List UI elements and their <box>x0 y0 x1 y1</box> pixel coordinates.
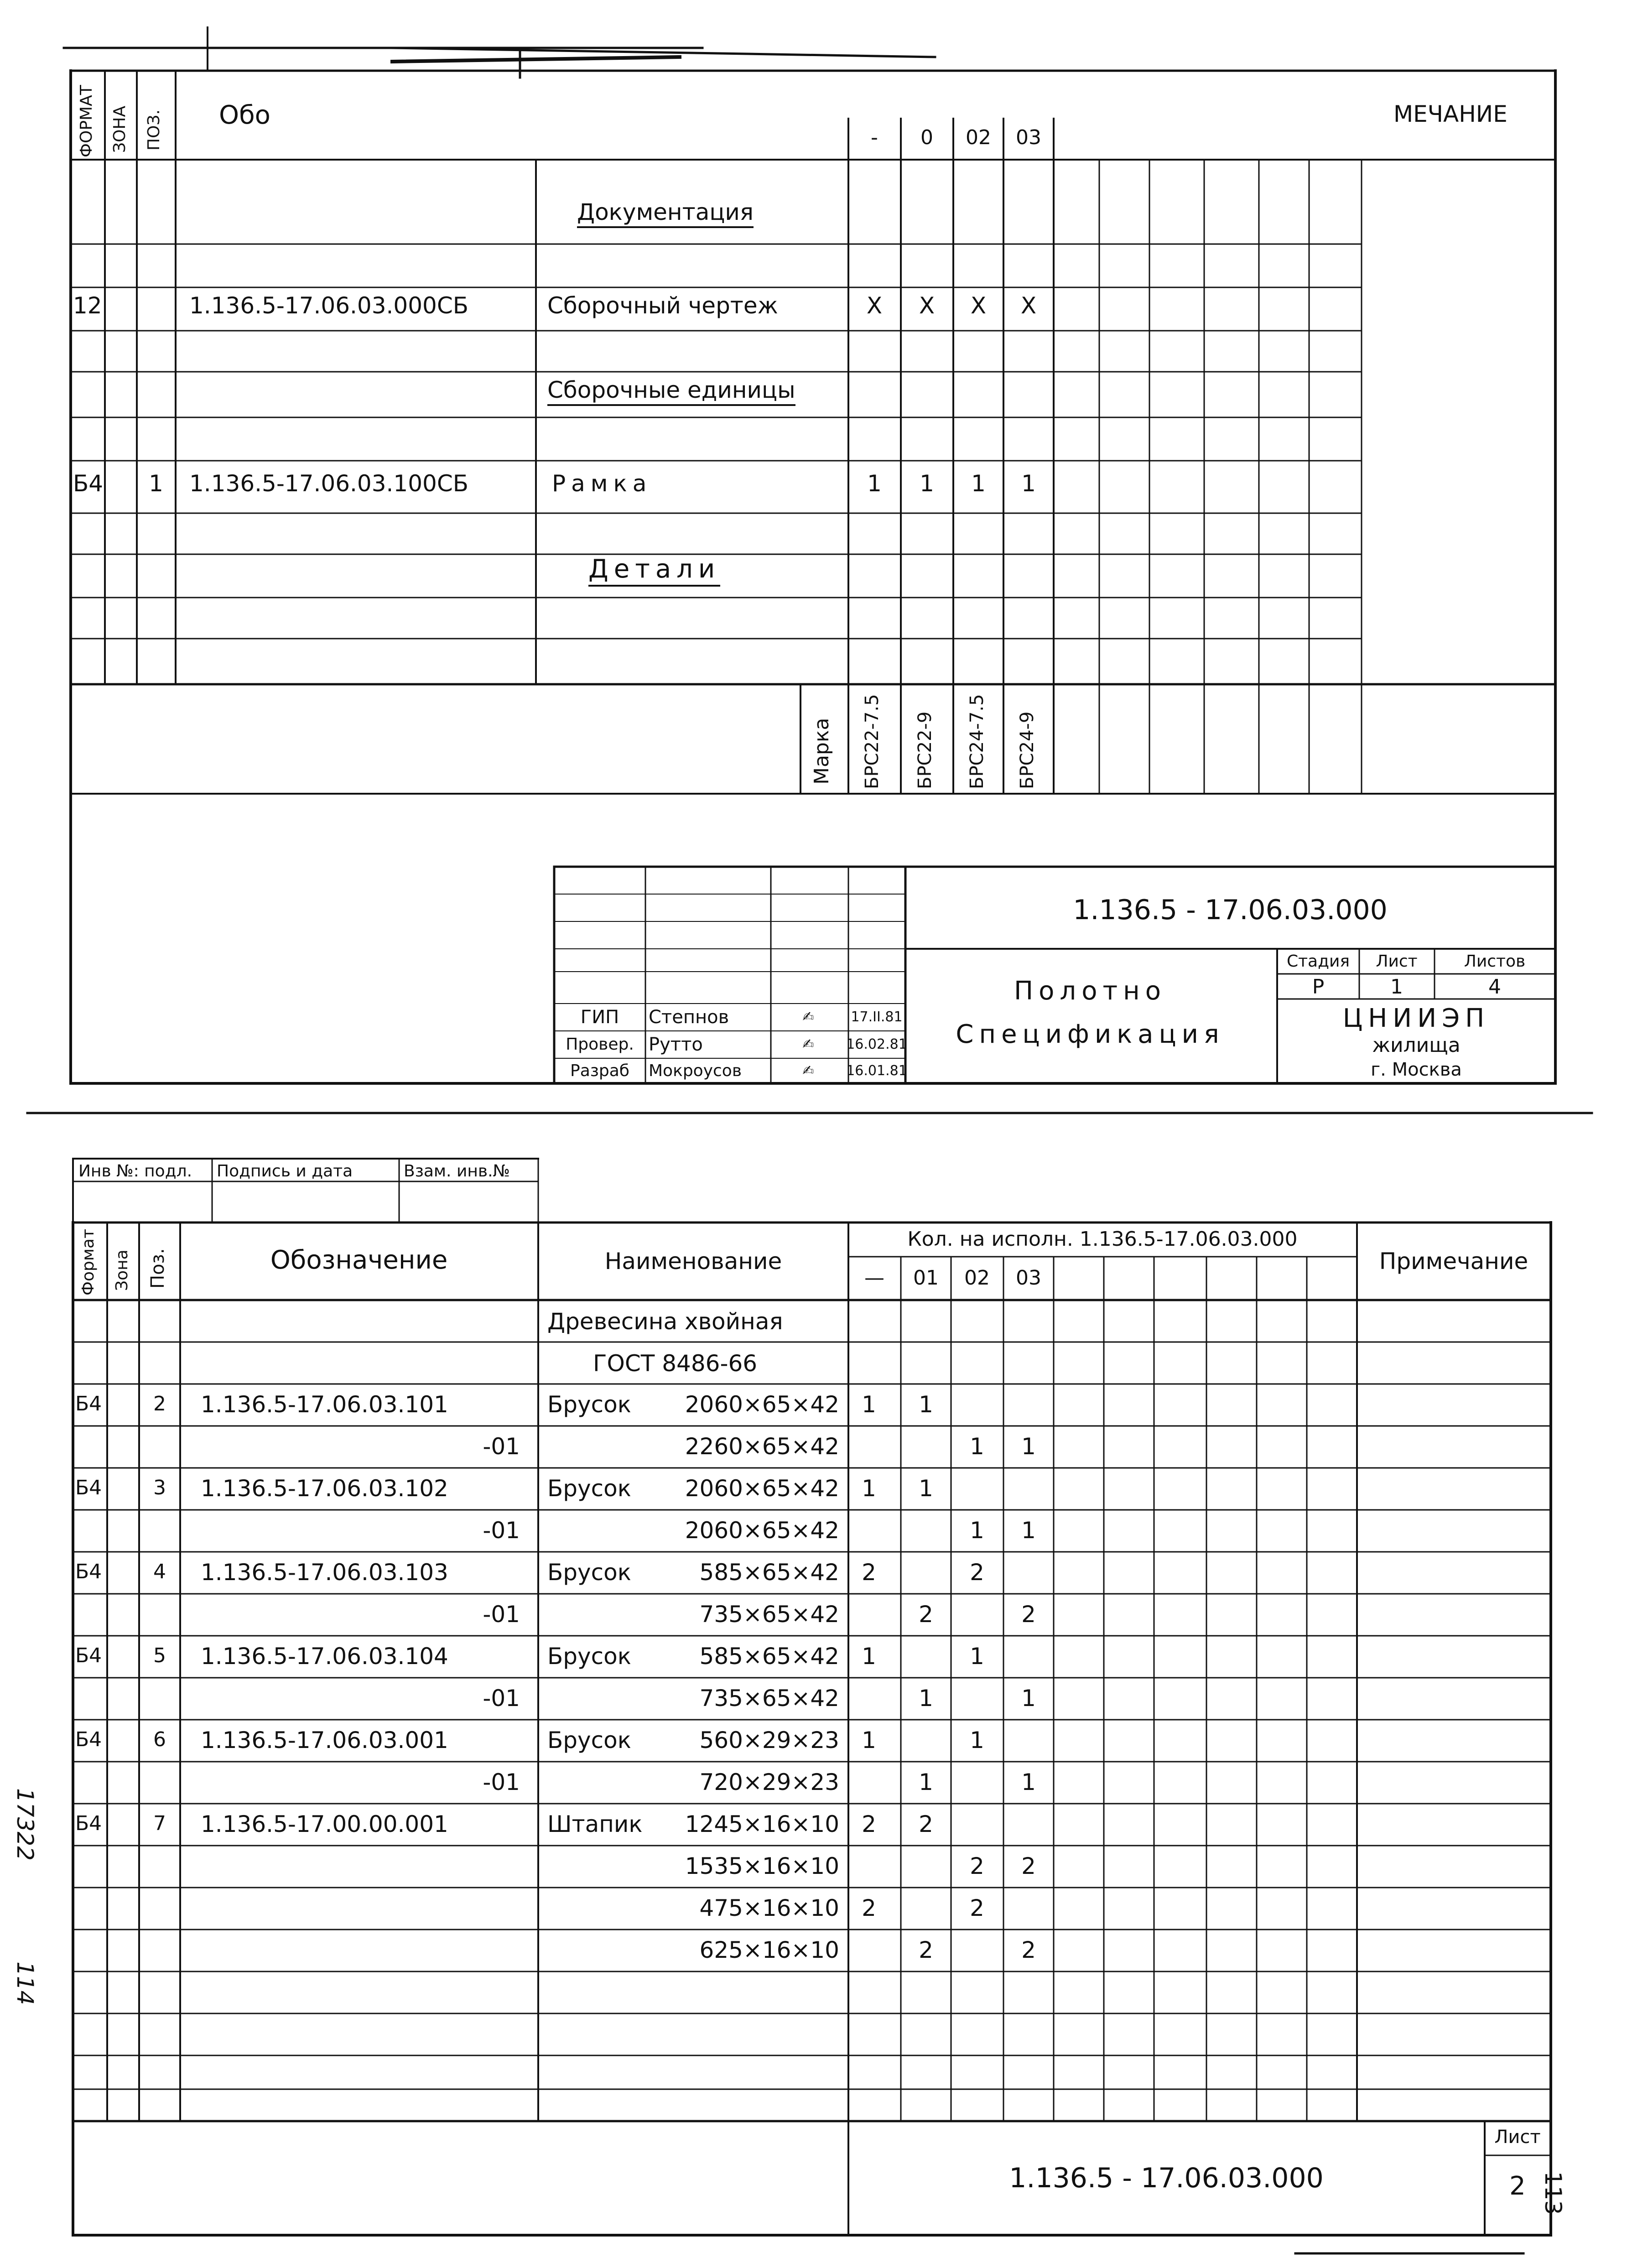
row-designation: -01 <box>483 1433 520 1460</box>
org-name: ЦНИИЭП <box>1342 1004 1490 1033</box>
row-qty: 1 <box>862 1727 876 1753</box>
header-col-4: 03 <box>1016 126 1041 149</box>
signature-icon: ✍ <box>802 1036 814 1052</box>
row-designation: 1.136.5-17.06.03.104 <box>201 1643 448 1670</box>
row-qty: 1 <box>971 470 986 497</box>
row-format: Б4 <box>75 1644 102 1667</box>
row-name: Рамка <box>552 470 652 497</box>
sheet-label: Лист <box>1376 952 1418 971</box>
row-qty: 1 <box>919 1685 933 1711</box>
stage-label: Стадия <box>1286 952 1350 971</box>
row-format: Б4 <box>73 470 104 497</box>
row-size: 585×65×42 <box>699 1559 839 1586</box>
row-pos: 2 <box>153 1392 166 1415</box>
person-role: ГИП <box>580 1007 619 1028</box>
mark-item: БРС22-7.5 <box>862 694 883 789</box>
row-format: Б4 <box>75 1392 102 1415</box>
row-qty: 1 <box>970 1517 984 1544</box>
mark-item: БРС22-9 <box>915 711 936 789</box>
header-pos-label: ПОЗ. <box>145 109 163 151</box>
row-qty: 1 <box>862 1643 876 1670</box>
stamp-signature: Подпись и дата <box>217 1162 353 1181</box>
section-details: Детали <box>588 557 720 587</box>
mark-item: БРС24-9 <box>1017 711 1038 789</box>
row-format: Б4 <box>75 1728 102 1751</box>
row-size: 585×65×42 <box>699 1643 839 1670</box>
person-role: Провер. <box>566 1035 634 1054</box>
person-name: Рутто <box>649 1034 703 1055</box>
header-col: 03 <box>1016 1266 1041 1290</box>
material-standard: ГОСТ 8486-66 <box>593 1350 758 1377</box>
stamp-replace: Взам. инв.№ <box>404 1162 510 1181</box>
footer-code: 1.136.5 - 17.06.03.000 <box>1009 2162 1324 2194</box>
row-designation: 1.136.5-17.00.00.001 <box>201 1811 448 1837</box>
row-qty: 2 <box>970 1895 984 1921</box>
title-block-subtitle: Спецификация <box>956 1020 1225 1049</box>
margin-number: 114 <box>12 1961 38 2005</box>
row-format: 12 <box>73 292 102 319</box>
org-city: г. Москва <box>1371 1059 1462 1080</box>
stage-value: Р <box>1312 975 1325 999</box>
row-pos: 4 <box>153 1560 166 1583</box>
header-zone-label: Зона <box>113 1249 131 1291</box>
row-qty: 2 <box>919 1601 933 1628</box>
row-qty: X <box>866 292 883 319</box>
row-pos: 6 <box>153 1728 166 1751</box>
header-format-label: ФОРМАТ <box>77 85 96 157</box>
header-col: — <box>864 1266 884 1290</box>
header-col-1: - <box>871 126 878 149</box>
person-date: 17.II.81 <box>851 1009 903 1025</box>
row-qty: 2 <box>862 1559 876 1586</box>
row-pos: 5 <box>153 1644 166 1667</box>
row-size: 735×65×42 <box>699 1601 839 1628</box>
row-qty: 1 <box>970 1433 984 1460</box>
row-size: 1245×16×10 <box>685 1811 839 1837</box>
org-dept: жилища <box>1372 1034 1461 1057</box>
sheets-value: 4 <box>1488 975 1501 999</box>
margin-number: 17322 <box>12 1788 38 1861</box>
row-qty: X <box>919 292 935 319</box>
section-assemblies: Сборочные единицы <box>547 379 795 406</box>
row-qty: 2 <box>970 1559 984 1586</box>
row-designation: -01 <box>483 1685 520 1711</box>
footer-sheet-label: Лист <box>1494 2127 1541 2148</box>
sheets-label: Листов <box>1464 952 1526 971</box>
section-documentation: Документация <box>577 201 754 228</box>
row-name: Брусок <box>547 1643 631 1670</box>
row-size: 735×65×42 <box>699 1685 839 1711</box>
row-pos: 1 <box>149 470 163 497</box>
person-date: 16.01.81 <box>846 1063 907 1079</box>
row-format: Б4 <box>75 1476 102 1499</box>
signature-icon: ✍ <box>802 1009 814 1025</box>
row-name: Брусок <box>547 1391 631 1418</box>
header-col-2: 0 <box>920 126 933 149</box>
row-size: 2260×65×42 <box>685 1433 839 1460</box>
row-designation: 1.136.5-17.06.03.100СБ <box>189 470 469 497</box>
row-pos: 3 <box>153 1476 166 1499</box>
row-designation: 1.136.5-17.06.03.102 <box>201 1475 448 1502</box>
stamp-inv: Инв №: подл. <box>78 1162 192 1181</box>
header-remark-partial: МЕЧАНИЕ <box>1393 101 1507 127</box>
row-qty: 1 <box>1021 1517 1036 1544</box>
row-size: 1535×16×10 <box>685 1853 839 1879</box>
row-size: 2060×65×42 <box>685 1517 839 1544</box>
header-format-label: Формат <box>79 1228 98 1295</box>
row-qty: 1 <box>1021 1685 1036 1711</box>
row-qty: 1 <box>920 470 934 497</box>
title-block-code: 1.136.5 - 17.06.03.000 <box>1073 894 1388 926</box>
row-qty: 1 <box>1021 1769 1036 1795</box>
header-remark: Примечание <box>1379 1248 1528 1274</box>
signature-icon: ✍ <box>802 1063 814 1079</box>
row-name: Брусок <box>547 1727 631 1753</box>
row-qty: 1 <box>1021 1433 1036 1460</box>
row-qty: 1 <box>970 1643 984 1670</box>
row-qty: 1 <box>970 1727 984 1753</box>
row-size: 720×29×23 <box>699 1769 839 1795</box>
row-qty: 2 <box>970 1853 984 1879</box>
row-designation: 1.136.5-17.06.03.101 <box>201 1391 448 1418</box>
row-qty: 1 <box>862 1475 876 1502</box>
row-size: 560×29×23 <box>699 1727 839 1753</box>
margin-page-number: 113 <box>1540 2171 1566 2215</box>
marks-label: Марка <box>810 718 833 785</box>
title-block-title: Полотно <box>1014 976 1166 1006</box>
header-designation: Обозначение <box>270 1245 448 1275</box>
row-format: Б4 <box>75 1812 102 1835</box>
sheet-value: 1 <box>1390 975 1403 999</box>
row-name: Брусок <box>547 1475 631 1502</box>
person-name: Степнов <box>649 1007 729 1028</box>
person-date: 16.02.81 <box>846 1036 907 1052</box>
header-col-3: 02 <box>966 126 991 149</box>
row-designation: -01 <box>483 1769 520 1795</box>
material-name: Древесина хвойная <box>547 1308 783 1335</box>
row-size: 2060×65×42 <box>685 1391 839 1418</box>
row-designation: -01 <box>483 1517 520 1544</box>
footer-sheet-number: 2 <box>1509 2171 1526 2201</box>
mark-item: БРС24-7.5 <box>967 694 988 789</box>
header-pos-label: Поз. <box>147 1248 168 1289</box>
row-qty: 1 <box>867 470 882 497</box>
row-qty: 2 <box>1021 1601 1036 1628</box>
row-qty: 1 <box>919 1769 933 1795</box>
row-pos: 7 <box>153 1812 166 1835</box>
row-qty: 2 <box>919 1811 933 1837</box>
row-qty: 2 <box>1021 1937 1036 1963</box>
row-designation: 1.136.5-17.06.03.001 <box>201 1727 448 1753</box>
row-size: 2060×65×42 <box>685 1475 839 1502</box>
header-col: 02 <box>964 1266 990 1290</box>
row-designation: 1.136.5-17.06.03.000СБ <box>189 292 469 319</box>
person-name: Мокроусов <box>649 1061 742 1080</box>
row-designation: -01 <box>483 1601 520 1628</box>
row-qty: X <box>970 292 987 319</box>
header-name: Наименование <box>604 1248 782 1274</box>
row-qty: 2 <box>919 1937 933 1963</box>
row-qty: 1 <box>919 1475 933 1502</box>
row-qty: 2 <box>1021 1853 1036 1879</box>
row-size: 475×16×10 <box>699 1895 839 1921</box>
row-qty: 1 <box>919 1391 933 1418</box>
row-qty: 2 <box>862 1811 876 1837</box>
row-name: Штапик <box>547 1811 643 1837</box>
row-designation: 1.136.5-17.06.03.103 <box>201 1559 448 1586</box>
row-qty: 2 <box>862 1895 876 1921</box>
header-qty: Кол. на исполн. 1.136.5-17.06.03.000 <box>907 1228 1298 1251</box>
header-designation-partial: Обо <box>219 100 270 130</box>
row-format: Б4 <box>75 1560 102 1583</box>
row-size: 625×16×10 <box>699 1937 839 1963</box>
row-qty: 1 <box>1021 470 1036 497</box>
row-name: Сборочный чертеж <box>547 292 778 319</box>
header-zone-label: ЗОНА <box>110 105 129 153</box>
row-qty: X <box>1020 292 1037 319</box>
row-name: Брусок <box>547 1559 631 1586</box>
header-col: 01 <box>913 1266 939 1290</box>
person-role: Разраб <box>570 1061 630 1080</box>
row-qty: 1 <box>862 1391 876 1418</box>
